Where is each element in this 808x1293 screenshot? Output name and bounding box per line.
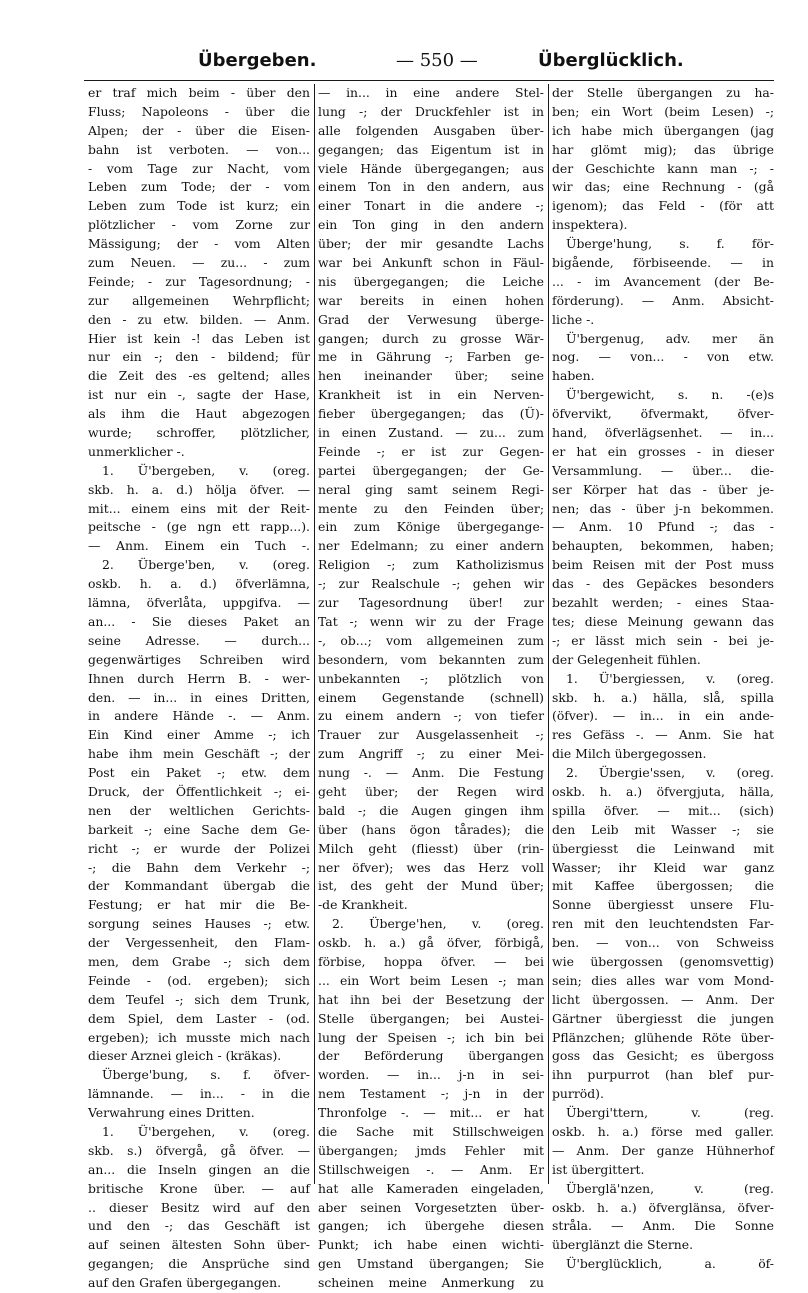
entry-line: 2. Übergie'ssen, v. (oreg.: [566, 765, 774, 781]
text-line: plötzlicher - vom Zorne zur: [88, 217, 310, 233]
text-line: Feinde; - zur Tagesordnung; -: [88, 273, 310, 289]
text-line: hand, öfverlägsenhet. — in...: [552, 425, 774, 441]
text-line: igenom); das Feld - (för att: [552, 198, 774, 214]
text-line: ihn purpurrot (han blef pur-: [552, 1067, 774, 1083]
text-line: hen ineinander über; seine: [318, 368, 544, 384]
text-line: öfvervikt, öfvermakt, öfver-: [552, 406, 774, 422]
text-line: Feinde - (od. ergeben); sich: [88, 972, 310, 988]
text-line: behaupten, bekommen, haben;: [552, 538, 774, 554]
text-line: purröd).: [552, 1086, 604, 1102]
text-line: Krankheit ist in ein Nerven-: [318, 387, 544, 403]
text-line: gegenwärtiges Schreiben wird: [88, 651, 310, 667]
text-line: nen der weltlichen Gerichts-: [88, 802, 310, 818]
header-rule: [84, 80, 774, 81]
text-line: ser Körper hat das - über je-: [552, 481, 774, 497]
text-line: einer Tonart in die andere -;: [318, 198, 544, 214]
text-line: oskb. h. a.) öfverglänsa, öfver-: [552, 1199, 774, 1215]
text-line: - vom Tage zur Nacht, vom: [88, 160, 310, 176]
text-line: lung der Speisen -; ich bin bei: [318, 1029, 544, 1045]
text-line: fieber übergegangen; das (Ü)-: [318, 406, 544, 422]
text-line: förbise, hoppa öfver. — bei: [318, 953, 544, 969]
text-line: gen Umstand übergangen; Sie: [318, 1256, 544, 1272]
text-line: ner öfver); wes das Herz voll: [318, 859, 544, 875]
text-line: liche -.: [552, 311, 595, 327]
text-line: der Stelle übergangen zu ha-: [552, 85, 774, 100]
text-line: unmerklicher -.: [88, 443, 185, 459]
text-line: wie übergossen (genomsvettig): [552, 953, 774, 969]
text-line: nen; das - über j-n bekommen.: [552, 500, 774, 516]
text-line: .. dieser Besitz wird auf den: [88, 1199, 310, 1215]
text-line: -de Krankheit.: [318, 897, 408, 913]
text-line: gangen; ich übergehe diesen: [318, 1218, 544, 1234]
text-line: bald -; die Augen gingen ihm: [318, 802, 544, 818]
text-line: habe ihm mein Geschäft -; der: [88, 746, 310, 762]
text-line: richt -; er wurde der Polizei: [88, 840, 310, 856]
text-line: neral ging samt seinem Regi-: [318, 481, 544, 497]
text-line: er traf mich beim - über den: [88, 85, 310, 100]
column-1: [88, 84, 310, 1291]
text-line: über (hans ögon tårades); die: [318, 821, 544, 837]
text-line: besondern, vom bekannten zum: [318, 651, 544, 667]
text-line: nung -. — Anm. Die Festung: [318, 765, 544, 781]
text-line: scheinen meine Anmerkung zu: [318, 1275, 544, 1291]
entry-line: 1. Ü'bergeben, v. (oreg.: [102, 462, 310, 478]
text-line: barkeit -; eine Sache dem Ge-: [88, 821, 310, 837]
text-line: peitsche - (ge ngn ett rapp...).: [88, 519, 310, 535]
text-line: sein; dies alles war vom Mond-: [552, 972, 774, 988]
entry-line: Ü'bergenug, adv. mer än: [566, 330, 774, 346]
text-line: Wasser; ihr Kleid war ganz: [552, 859, 774, 875]
entry-line: 1. Ü'bergiessen, v. (oreg.: [566, 670, 774, 686]
text-line: -; zur Realschule -; gehen wir: [318, 576, 544, 592]
text-line: viele Hände übergegangen; aus: [318, 160, 544, 176]
text-line: auf den Grafen übergegangen.: [88, 1275, 282, 1291]
text-line: tes; diese Meinung gewann das: [552, 613, 774, 629]
text-line: har glömt mig); das übrige: [552, 141, 774, 157]
text-line: Ein Kind einer Amme -; ich: [88, 727, 310, 743]
text-line: hat ihn bei der Besetzung der: [318, 991, 544, 1007]
text-line: gegangen; die Ansprüche sind: [88, 1256, 310, 1272]
text-line: Stillschweigen -. — Anm. Er: [318, 1161, 544, 1177]
text-line: den. — in... in eines Dritten,: [88, 689, 310, 705]
text-line: ... ein Wort beim Lesen -; man: [318, 972, 544, 988]
column-3: [552, 84, 774, 1272]
text-line: lämna, öfverlåta, uppgifva. —: [88, 595, 310, 611]
text-line: Thronfolge -. — mit... er hat: [318, 1105, 544, 1121]
entry-line: Überge'hung, s. f. för-: [566, 236, 774, 252]
entry-line: Ü'berglücklich, a. öf-: [566, 1256, 774, 1272]
text-line: seine Adresse. — durch...: [88, 632, 310, 648]
text-line: die Milch übergegossen.: [552, 746, 707, 762]
text-line: Milch geht (fliesst) über (rin-: [318, 840, 544, 856]
text-line: Druck, der Öffentlichkeit -; ei-: [88, 783, 310, 799]
text-line: Alpen; der - über die Eisen-: [88, 122, 310, 138]
text-line: Tat -; wenn wir zu der Frage: [318, 613, 544, 629]
text-line: mente zu den Feinden über;: [318, 500, 544, 516]
text-line: me in Gährung -; Farben ge-: [318, 349, 544, 365]
text-line: der Gelegenheit fühlen.: [552, 651, 701, 667]
text-line: ... - im Avancement (der Be-: [552, 273, 774, 289]
text-line: Verwahrung eines Dritten.: [88, 1105, 255, 1121]
text-line: Fluss; Napoleons - über die: [88, 103, 310, 119]
text-line: dem Spiel, dem Laster - (od.: [88, 1010, 310, 1026]
text-line: ist übergittert.: [552, 1161, 645, 1177]
text-line: ist, des geht der Mund über;: [318, 878, 544, 894]
text-line: — Anm. 10 Pfund -; das -: [552, 519, 774, 535]
text-line: Post ein Paket -; etw. dem: [88, 765, 310, 781]
text-line: als ihm die Haut abgezogen: [88, 406, 310, 422]
text-line: -; die Bahn dem Verkehr -;: [88, 859, 310, 875]
text-line: men, dem Grabe -; sich dem: [88, 953, 310, 969]
text-line: gangen; durch zu grosse Wär-: [318, 330, 544, 346]
text-line: ben; ein Wort (beim Lesen) -;: [552, 103, 774, 119]
text-line: förderung). — Anm. Absicht-: [552, 292, 774, 308]
text-line: mit... einem eins mit der Reit-: [88, 500, 310, 516]
text-line: ben. — von... von Schweiss: [552, 935, 774, 951]
text-line: das - des Gepäckes besonders: [552, 576, 774, 592]
text-line: an... die Inseln gingen an die: [88, 1161, 310, 1177]
text-line: gegangen; das Eigentum ist in: [318, 141, 544, 157]
text-line: goss das Gesicht; es übergoss: [552, 1048, 774, 1064]
text-line: spilla öfver. — mit... (sich): [552, 802, 774, 818]
text-line: Versammlung. — über... die-: [552, 462, 774, 478]
text-line: — in... in eine andere Stel-: [318, 85, 544, 100]
text-line: oskb. h. a.) förse med galler.: [552, 1123, 774, 1139]
text-line: Mässigung; der - vom Alten: [88, 236, 310, 252]
text-line: ren mit den leuchtendsten Far-: [552, 916, 774, 932]
text-line: und den -; das Geschäft ist: [88, 1218, 310, 1234]
text-line: aber seinen Vorgesetzten über-: [318, 1199, 544, 1215]
text-line: nog. — von... - von etw.: [552, 349, 774, 365]
entry-line: Überge'bung, s. f. öfver-: [102, 1067, 310, 1083]
text-line: einem Gegenstande (schnell): [318, 689, 544, 705]
text-line: den Leib mit Wasser -; sie: [552, 821, 774, 837]
text-line: zum Angriff -; zu einer Mei-: [318, 746, 544, 762]
entry-line: 2. Überge'hen, v. (oreg.: [332, 916, 544, 932]
text-line: res Gefäss -. — Anm. Sie hat: [552, 727, 774, 743]
text-line: war bereits in einen hohen: [318, 292, 544, 308]
text-line: ich habe mich übergangen (jag: [552, 122, 774, 138]
text-line: bigående, förbiseende. — in: [552, 255, 774, 271]
text-line: wir das; eine Rechnung - (gå: [552, 179, 774, 195]
text-line: den - zu etw. bilden. — Anm.: [88, 311, 310, 327]
text-line: Leben zum Tode; der - vom: [88, 179, 310, 195]
text-line: Grad der Verwesung überge-: [318, 311, 544, 327]
text-line: stråla. — Anm. Die Sonne: [552, 1218, 774, 1234]
text-line: übergiesst die Leinwand mit: [552, 840, 774, 856]
text-line: zur Tagesordnung über! zur: [318, 595, 544, 611]
text-line: Pflänzchen; glühende Röte über-: [552, 1029, 774, 1045]
text-line: oskb. h. a.) gå öfver, förbigå,: [318, 935, 544, 951]
text-line: Gärtner übergiesst die jungen: [552, 1010, 774, 1026]
text-line: haben.: [552, 368, 595, 384]
text-line: zum Neuen. — zu... - zum: [88, 255, 310, 271]
text-line: Sonne übergiesst unsere Flu-: [552, 897, 774, 913]
entry-line: Ü'bergewicht, s. n. -(e)s: [566, 387, 774, 403]
running-header: [0, 44, 808, 78]
text-line: Ihnen durch Herrn B. - wer-: [88, 670, 310, 686]
text-line: lung -; der Druckfehler ist in: [318, 103, 544, 119]
text-line: die Sache mit Stillschweigen: [318, 1123, 544, 1139]
text-line: der Vergessenheit, den Flam-: [88, 935, 310, 951]
text-line: dem Teufel -; sich dem Trunk,: [88, 991, 310, 1007]
text-line: -, ob...; vom allgemeinen zum: [318, 632, 544, 648]
text-line: geht über; der Regen wird: [318, 783, 544, 799]
text-line: worden. — in... j-n in sei-: [318, 1067, 544, 1083]
text-line: Religion -; zum Katholizismus: [318, 557, 544, 573]
entry-line: 2. Überge'ben, v. (oreg.: [102, 557, 310, 573]
text-line: ein zum Könige übergegange-: [318, 519, 544, 535]
text-line: -; er lässt mich sein - bei je-: [552, 632, 774, 648]
text-line: lämnande. — in... - in die: [88, 1086, 310, 1102]
text-line: skb. h. a.) hälla, slå, spilla: [552, 689, 774, 705]
text-line: ist nur ein -, sagte der Hase,: [88, 387, 310, 403]
text-line: skb. h. a. d.) hölja öfver. —: [88, 481, 310, 497]
text-line: — Anm. Einem ein Tuch -.: [88, 538, 310, 554]
text-line: einem Ton in den andern, aus: [318, 179, 544, 195]
text-line: Hier ist kein -! das Leben ist: [88, 330, 310, 346]
text-line: bezahlt werden; - eines Staa-: [552, 595, 774, 611]
text-line: über; der mir gesandte Lachs: [318, 236, 544, 252]
text-line: überglänzt die Sterne.: [552, 1237, 694, 1253]
text-line: übergangen; jmds Fehler mit: [318, 1142, 544, 1158]
text-line: beim Reisen mit der Post muss: [552, 557, 774, 573]
text-line: — Anm. Der ganze Hühnerhof: [552, 1142, 774, 1158]
text-line: inspektera).: [552, 217, 628, 233]
text-line: zu einem andern -; von tiefer: [318, 708, 544, 724]
text-line: er hat ein grosses - in dieser: [552, 443, 774, 459]
text-line: war bei Ankunft schon in Fäul-: [318, 255, 544, 271]
text-line: oskb. h. a.) öfvergjuta, hälla,: [552, 783, 774, 799]
text-line: alle folgenden Ausgaben über-: [318, 122, 544, 138]
text-line: nis übergegangen; die Leiche: [318, 273, 544, 289]
text-line: wurde; schroffer, plötzlicher,: [88, 425, 310, 441]
text-line: mit Kaffee übergossen; die: [552, 878, 774, 894]
entry-line: Überglä'nzen, v. (reg.: [566, 1180, 774, 1196]
text-line: hat alle Kameraden eingeladen,: [318, 1180, 544, 1196]
text-line: unbekannten -; plötzlich von: [318, 670, 544, 686]
text-line: der Kommandant übergab die: [88, 878, 310, 894]
text-line: Feinde -; er ist zur Gegen-: [318, 443, 544, 459]
text-line: ner Edelmann; zu einer andern: [318, 538, 544, 554]
text-line: ergeben); ich musste mich nach: [88, 1029, 310, 1045]
right-headword: Überglücklich.: [538, 50, 684, 71]
entry-line: Übergi'ttern, v. (reg.: [566, 1105, 774, 1121]
text-line: zur allgemeinen Wehrpflicht;: [88, 292, 310, 308]
text-line: die Zeit des -es geltend; alles: [88, 368, 310, 384]
left-headword: Übergeben.: [198, 50, 317, 71]
entry-line: 1. Ü'bergehen, v. (oreg.: [102, 1123, 310, 1139]
text-line: nur ein -; den - bildend; für: [88, 349, 310, 365]
text-line: bahn ist verboten. — von...: [88, 141, 310, 157]
text-line: Festung; er hat mir die Be-: [88, 897, 310, 913]
page-number: — 550 —: [396, 50, 478, 71]
text-line: auf seinen ältesten Sohn über-: [88, 1237, 310, 1253]
text-line: Punkt; ich habe einen wichti-: [318, 1237, 544, 1253]
text-line: in andere Hände -. — Anm.: [88, 708, 310, 724]
column-divider-2: [548, 84, 549, 1184]
text-line: an... - Sie dieses Paket an: [88, 613, 310, 629]
text-line: Leben zum Tode ist kurz; ein: [88, 198, 310, 214]
text-line: (öfver). — in... in ein ande-: [552, 708, 774, 724]
text-line: oskb. h. a. d.) öfverlämna,: [88, 576, 310, 592]
text-line: sorgung seines Hauses -; etw.: [88, 916, 310, 932]
text-line: in einen Zustand. — zu... zum: [318, 425, 544, 441]
text-line: ein Ton ging in den andern: [318, 217, 544, 233]
text-line: Trauer zur Ausgelassenheit -;: [318, 727, 544, 743]
text-line: skb. s.) öfvergå, gå öfver. —: [88, 1142, 310, 1158]
text-line: britische Krone über. — auf: [88, 1180, 310, 1196]
text-line: licht übergossen. — Anm. Der: [552, 991, 774, 1007]
text-line: der Geschichte kann man -; -: [552, 160, 774, 176]
text-line: partei übergegangen; der Ge-: [318, 462, 544, 478]
text-line: dieser Arznei gleich - (kräkas).: [88, 1048, 282, 1064]
text-line: nem Testament -; j-n in der: [318, 1086, 544, 1102]
text-line: der Beförderung übergangen: [318, 1048, 544, 1064]
text-line: Stelle übergangen; bei Austei-: [318, 1010, 544, 1026]
column-2: [318, 84, 544, 1291]
column-divider-1: [314, 84, 315, 1184]
